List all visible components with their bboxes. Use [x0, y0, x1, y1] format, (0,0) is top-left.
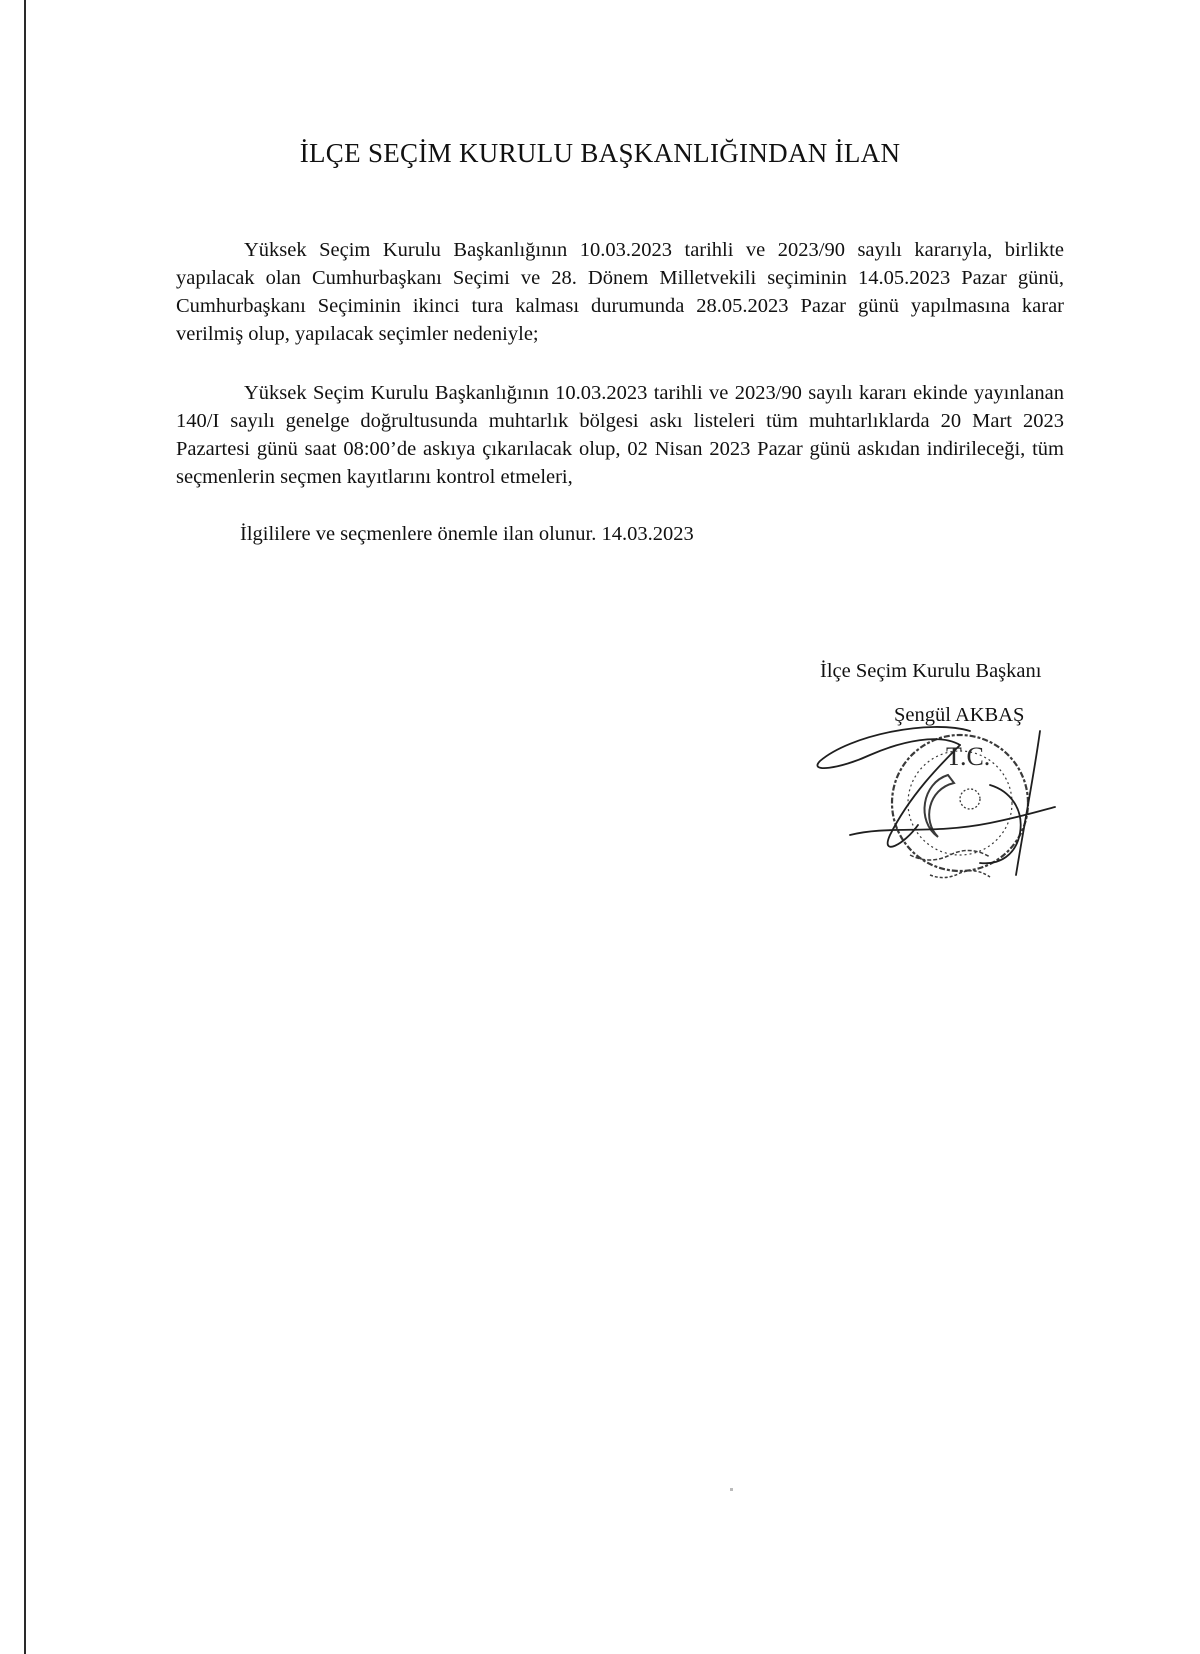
document-title: İLÇE SEÇİM KURULU BAŞKANLIĞINDAN İLAN [299, 138, 901, 168]
scan-speck [730, 1488, 733, 1491]
stamp-text: T.C. [946, 742, 991, 771]
official-stamp-and-signature [810, 725, 1060, 925]
paragraph-voter-lists: Yüksek Seçim Kurulu Başkanlığının 10.03.2023 tarihli ve 2023/90 sayılı kararı ekinde yayınlanan 140/I sayılı genelge doğrultusunda muhtarlık bölgesi askı listeleri tüm muhtarlıklarda 20 Mart 2023 Pazartesi günü saat 08:00’de askıya çıkarılacak olup, 02 Nisan 2023 Pazar günü askıdan indirileceği, tüm seçmenlerin seçmen kayıtlarını kontrol etmeleri, [176, 382, 1064, 488]
paragraph-announcement-decision: Yüksek Seçim Kurulu Başkanlığının 10.03.2023 tarihli ve 2023/90 sayılı kararıyla, birlikte yapılacak olan Cumhurbaşkanı Seçimi ve 28. Dönem Milletvekili seçiminin 14.05.2023 Pazar günü, Cumhurbaşkanı Seçiminin ikinci tura kalması durumunda 28.05.2023 Pazar günü yapılmasına karar verilmiş olup, yapılacak seçimler nedeniyle; [176, 239, 1064, 345]
paragraph-closing: İlgililere ve seçmenlere önemle ilan olunur. 14.03.2023 [240, 523, 694, 545]
signatory-name: Şengül AKBAŞ [894, 704, 1025, 726]
signatory-title: İlçe Seçim Kurulu Başkanı [820, 660, 1042, 682]
page-edge-line [24, 0, 26, 1654]
handwritten-signature [817, 727, 1055, 875]
